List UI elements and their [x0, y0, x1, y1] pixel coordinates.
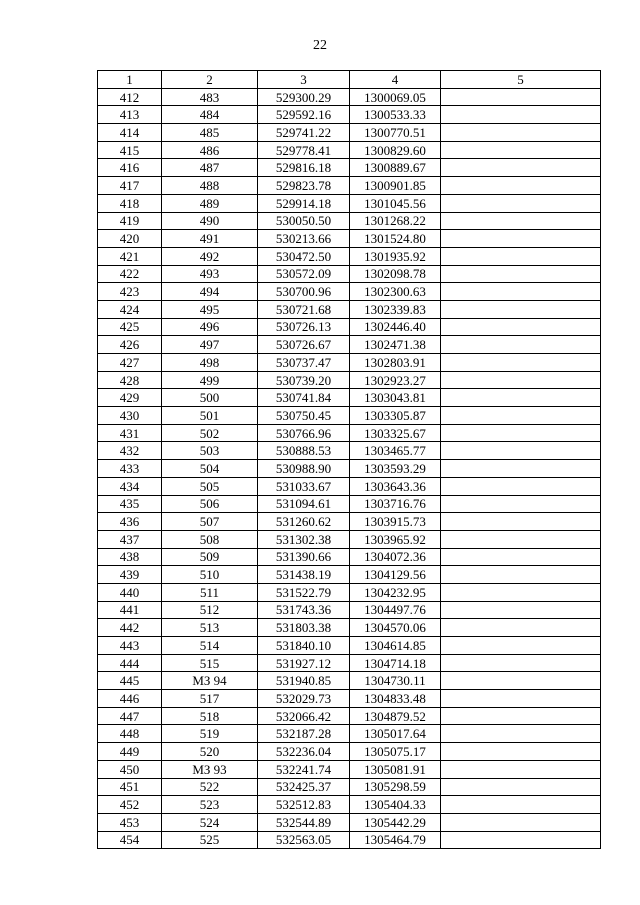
- cell-note: [441, 707, 601, 725]
- cell-point-id: 525: [162, 831, 258, 849]
- cell-note: [441, 336, 601, 354]
- cell-x: 530741.84: [258, 389, 350, 407]
- cell-index: 422: [98, 265, 162, 283]
- cell-x: 530726.67: [258, 336, 350, 354]
- cell-note: [441, 124, 601, 142]
- cell-y: 1303325.67: [350, 424, 441, 442]
- cell-x: 532563.05: [258, 831, 350, 849]
- column-header-4: 4: [350, 71, 441, 89]
- cell-x: 532187.28: [258, 725, 350, 743]
- cell-y: 1305075.17: [350, 743, 441, 761]
- cell-point-id: 499: [162, 371, 258, 389]
- table-row: [98, 690, 601, 708]
- cell-y: 1300770.51: [350, 124, 441, 142]
- cell-point-id: 502: [162, 424, 258, 442]
- table-row: [98, 212, 601, 230]
- cell-note: [441, 194, 601, 212]
- cell-x: 531940.85: [258, 672, 350, 690]
- cell-y: 1305442.29: [350, 813, 441, 831]
- cell-point-id: 490: [162, 212, 258, 230]
- cell-y: 1304129.56: [350, 566, 441, 584]
- cell-point-id: 494: [162, 283, 258, 301]
- cell-x: 531302.38: [258, 530, 350, 548]
- cell-index: 412: [98, 88, 162, 106]
- cell-x: 529778.41: [258, 141, 350, 159]
- table-row: [98, 637, 601, 655]
- cell-index: 454: [98, 831, 162, 849]
- cell-index: 417: [98, 177, 162, 195]
- cell-point-id: МЗ 93: [162, 760, 258, 778]
- cell-x: 531033.67: [258, 477, 350, 495]
- cell-point-id: 524: [162, 813, 258, 831]
- cell-note: [441, 88, 601, 106]
- cell-index: 431: [98, 424, 162, 442]
- cell-index: 420: [98, 230, 162, 248]
- cell-point-id: 519: [162, 725, 258, 743]
- table-row: [98, 513, 601, 531]
- cell-x: 531390.66: [258, 548, 350, 566]
- cell-note: [441, 424, 601, 442]
- cell-note: [441, 601, 601, 619]
- cell-index: 418: [98, 194, 162, 212]
- cell-point-id: 493: [162, 265, 258, 283]
- cell-note: [441, 743, 601, 761]
- table-row: [98, 265, 601, 283]
- cell-x: 532241.74: [258, 760, 350, 778]
- table-row: [98, 619, 601, 637]
- table-row: [98, 743, 601, 761]
- cell-index: 443: [98, 637, 162, 655]
- cell-point-id: 520: [162, 743, 258, 761]
- cell-index: 424: [98, 300, 162, 318]
- page-number: 22: [313, 38, 327, 53]
- cell-index: 434: [98, 477, 162, 495]
- cell-note: [441, 725, 601, 743]
- cell-point-id: 509: [162, 548, 258, 566]
- cell-index: 444: [98, 654, 162, 672]
- table-row: [98, 177, 601, 195]
- cell-note: [441, 477, 601, 495]
- cell-y: 1302803.91: [350, 354, 441, 372]
- table-row: [98, 530, 601, 548]
- cell-note: [441, 831, 601, 849]
- cell-y: 1300069.05: [350, 88, 441, 106]
- cell-x: 532425.37: [258, 778, 350, 796]
- cell-y: 1304497.76: [350, 601, 441, 619]
- cell-point-id: 484: [162, 106, 258, 124]
- cell-y: 1301045.56: [350, 194, 441, 212]
- cell-index: 442: [98, 619, 162, 637]
- cell-x: 530050.50: [258, 212, 350, 230]
- cell-point-id: 514: [162, 637, 258, 655]
- cell-point-id: 505: [162, 477, 258, 495]
- cell-index: 439: [98, 566, 162, 584]
- cell-y: 1303305.87: [350, 407, 441, 425]
- cell-x: 531260.62: [258, 513, 350, 531]
- cell-x: 531840.10: [258, 637, 350, 655]
- cell-note: [441, 778, 601, 796]
- cell-index: 453: [98, 813, 162, 831]
- table-row: [98, 583, 601, 601]
- cell-y: 1301524.80: [350, 230, 441, 248]
- cell-note: [441, 247, 601, 265]
- cell-index: 445: [98, 672, 162, 690]
- table-row: [98, 247, 601, 265]
- cell-index: 413: [98, 106, 162, 124]
- cell-x: 532236.04: [258, 743, 350, 761]
- cell-point-id: 515: [162, 654, 258, 672]
- cell-y: 1302446.40: [350, 318, 441, 336]
- cell-index: 414: [98, 124, 162, 142]
- cell-y: 1303043.81: [350, 389, 441, 407]
- cell-index: 427: [98, 354, 162, 372]
- cell-point-id: 496: [162, 318, 258, 336]
- cell-x: 532512.83: [258, 796, 350, 814]
- cell-index: 441: [98, 601, 162, 619]
- cell-index: 432: [98, 442, 162, 460]
- table-row: [98, 159, 601, 177]
- cell-note: [441, 106, 601, 124]
- table-row: [98, 460, 601, 478]
- cell-y: 1304714.18: [350, 654, 441, 672]
- cell-y: 1303965.92: [350, 530, 441, 548]
- cell-y: 1304614.85: [350, 637, 441, 655]
- cell-note: [441, 796, 601, 814]
- table-row: [98, 672, 601, 690]
- cell-x: 529823.78: [258, 177, 350, 195]
- cell-x: 530726.13: [258, 318, 350, 336]
- cell-y: 1302923.27: [350, 371, 441, 389]
- cell-index: 435: [98, 495, 162, 513]
- table-row: [98, 813, 601, 831]
- cell-note: [441, 230, 601, 248]
- cell-x: 530750.45: [258, 407, 350, 425]
- cell-y: 1302098.78: [350, 265, 441, 283]
- cell-y: 1300901.85: [350, 177, 441, 195]
- table-row: [98, 760, 601, 778]
- table-row: [98, 283, 601, 301]
- cell-point-id: 495: [162, 300, 258, 318]
- table-row: [98, 424, 601, 442]
- cell-note: [441, 530, 601, 548]
- cell-index: 437: [98, 530, 162, 548]
- cell-note: [441, 495, 601, 513]
- table-row: [98, 336, 601, 354]
- table-row: [98, 477, 601, 495]
- cell-note: [441, 141, 601, 159]
- cell-index: 415: [98, 141, 162, 159]
- cell-index: 423: [98, 283, 162, 301]
- cell-x: 529914.18: [258, 194, 350, 212]
- cell-point-id: 501: [162, 407, 258, 425]
- table-row: [98, 389, 601, 407]
- cell-x: 532029.73: [258, 690, 350, 708]
- cell-note: [441, 159, 601, 177]
- cell-point-id: 500: [162, 389, 258, 407]
- cell-note: [441, 283, 601, 301]
- cell-point-id: 483: [162, 88, 258, 106]
- cell-y: 1304072.36: [350, 548, 441, 566]
- cell-y: 1304232.95: [350, 583, 441, 601]
- table-row: [98, 230, 601, 248]
- table-row: [98, 778, 601, 796]
- column-header-5: 5: [441, 71, 601, 89]
- cell-index: 433: [98, 460, 162, 478]
- coordinates-table: [97, 70, 601, 849]
- cell-x: 530988.90: [258, 460, 350, 478]
- cell-x: 529300.29: [258, 88, 350, 106]
- cell-note: [441, 318, 601, 336]
- table-header: [98, 71, 601, 89]
- cell-index: 451: [98, 778, 162, 796]
- cell-note: [441, 690, 601, 708]
- cell-y: 1300889.67: [350, 159, 441, 177]
- cell-point-id: 486: [162, 141, 258, 159]
- cell-x: 532066.42: [258, 707, 350, 725]
- cell-y: 1305298.59: [350, 778, 441, 796]
- cell-y: 1304879.52: [350, 707, 441, 725]
- cell-index: 428: [98, 371, 162, 389]
- cell-y: 1305081.91: [350, 760, 441, 778]
- cell-index: 438: [98, 548, 162, 566]
- cell-point-id: 503: [162, 442, 258, 460]
- table-row: [98, 707, 601, 725]
- cell-y: 1300533.33: [350, 106, 441, 124]
- column-header-2: 2: [162, 71, 258, 89]
- cell-y: 1304833.48: [350, 690, 441, 708]
- cell-point-id: 485: [162, 124, 258, 142]
- cell-point-id: 511: [162, 583, 258, 601]
- table-row: [98, 407, 601, 425]
- cell-x: 530737.47: [258, 354, 350, 372]
- cell-index: 447: [98, 707, 162, 725]
- cell-index: 430: [98, 407, 162, 425]
- cell-point-id: 522: [162, 778, 258, 796]
- table-row: [98, 354, 601, 372]
- cell-x: 531927.12: [258, 654, 350, 672]
- cell-note: [441, 177, 601, 195]
- cell-x: 529741.22: [258, 124, 350, 142]
- cell-x: 530472.50: [258, 247, 350, 265]
- table-row: [98, 548, 601, 566]
- cell-point-id: 504: [162, 460, 258, 478]
- column-header-3: 3: [258, 71, 350, 89]
- cell-y: 1304570.06: [350, 619, 441, 637]
- cell-note: [441, 548, 601, 566]
- cell-index: 426: [98, 336, 162, 354]
- table-row: [98, 566, 601, 584]
- table-row: [98, 124, 601, 142]
- cell-index: 429: [98, 389, 162, 407]
- cell-y: 1301935.92: [350, 247, 441, 265]
- cell-x: 532544.89: [258, 813, 350, 831]
- table-row: [98, 371, 601, 389]
- cell-y: 1305404.33: [350, 796, 441, 814]
- cell-note: [441, 513, 601, 531]
- cell-note: [441, 389, 601, 407]
- cell-note: [441, 637, 601, 655]
- cell-index: 421: [98, 247, 162, 265]
- cell-point-id: 523: [162, 796, 258, 814]
- table-row: [98, 442, 601, 460]
- cell-note: [441, 583, 601, 601]
- cell-x: 529816.18: [258, 159, 350, 177]
- cell-index: 449: [98, 743, 162, 761]
- cell-note: [441, 566, 601, 584]
- cell-note: [441, 265, 601, 283]
- cell-note: [441, 654, 601, 672]
- table-row: [98, 88, 601, 106]
- table-row: [98, 300, 601, 318]
- table-body: [98, 88, 601, 849]
- header-row: [98, 71, 601, 89]
- cell-y: 1303716.76: [350, 495, 441, 513]
- cell-note: [441, 460, 601, 478]
- cell-y: 1302471.38: [350, 336, 441, 354]
- table-row: [98, 831, 601, 849]
- table-row: [98, 796, 601, 814]
- cell-point-id: 512: [162, 601, 258, 619]
- cell-point-id: 518: [162, 707, 258, 725]
- cell-x: 531743.36: [258, 601, 350, 619]
- cell-x: 530572.09: [258, 265, 350, 283]
- cell-point-id: МЗ 94: [162, 672, 258, 690]
- cell-index: 452: [98, 796, 162, 814]
- table-row: [98, 318, 601, 336]
- cell-index: 425: [98, 318, 162, 336]
- cell-y: 1302300.63: [350, 283, 441, 301]
- cell-x: 531803.38: [258, 619, 350, 637]
- cell-point-id: 487: [162, 159, 258, 177]
- table-row: [98, 495, 601, 513]
- table-row: [98, 654, 601, 672]
- cell-x: 530766.96: [258, 424, 350, 442]
- cell-point-id: 491: [162, 230, 258, 248]
- cell-point-id: 498: [162, 354, 258, 372]
- cell-x: 531522.79: [258, 583, 350, 601]
- cell-index: 440: [98, 583, 162, 601]
- cell-point-id: 489: [162, 194, 258, 212]
- cell-point-id: 492: [162, 247, 258, 265]
- cell-index: 436: [98, 513, 162, 531]
- cell-point-id: 488: [162, 177, 258, 195]
- table-row: [98, 194, 601, 212]
- cell-note: [441, 760, 601, 778]
- cell-note: [441, 442, 601, 460]
- cell-index: 450: [98, 760, 162, 778]
- cell-point-id: 513: [162, 619, 258, 637]
- cell-point-id: 507: [162, 513, 258, 531]
- cell-index: 446: [98, 690, 162, 708]
- cell-index: 448: [98, 725, 162, 743]
- cell-x: 530213.66: [258, 230, 350, 248]
- cell-x: 530888.53: [258, 442, 350, 460]
- cell-note: [441, 354, 601, 372]
- cell-x: 531438.19: [258, 566, 350, 584]
- cell-point-id: 508: [162, 530, 258, 548]
- cell-y: 1304730.11: [350, 672, 441, 690]
- cell-index: 416: [98, 159, 162, 177]
- cell-y: 1301268.22: [350, 212, 441, 230]
- cell-x: 530721.68: [258, 300, 350, 318]
- cell-note: [441, 212, 601, 230]
- cell-note: [441, 672, 601, 690]
- cell-y: 1303643.36: [350, 477, 441, 495]
- cell-point-id: 517: [162, 690, 258, 708]
- cell-x: 530700.96: [258, 283, 350, 301]
- cell-point-id: 506: [162, 495, 258, 513]
- cell-y: 1303915.73: [350, 513, 441, 531]
- cell-point-id: 510: [162, 566, 258, 584]
- cell-note: [441, 371, 601, 389]
- table-row: [98, 725, 601, 743]
- cell-x: 531094.61: [258, 495, 350, 513]
- table-row: [98, 141, 601, 159]
- cell-y: 1305017.64: [350, 725, 441, 743]
- cell-y: 1303593.29: [350, 460, 441, 478]
- cell-note: [441, 300, 601, 318]
- cell-note: [441, 813, 601, 831]
- cell-note: [441, 407, 601, 425]
- cell-point-id: 497: [162, 336, 258, 354]
- cell-index: 419: [98, 212, 162, 230]
- table-row: [98, 601, 601, 619]
- cell-x: 529592.16: [258, 106, 350, 124]
- cell-note: [441, 619, 601, 637]
- cell-x: 530739.20: [258, 371, 350, 389]
- column-header-1: 1: [98, 71, 162, 89]
- cell-y: 1305464.79: [350, 831, 441, 849]
- cell-y: 1300829.60: [350, 141, 441, 159]
- cell-y: 1303465.77: [350, 442, 441, 460]
- cell-y: 1302339.83: [350, 300, 441, 318]
- table-row: [98, 106, 601, 124]
